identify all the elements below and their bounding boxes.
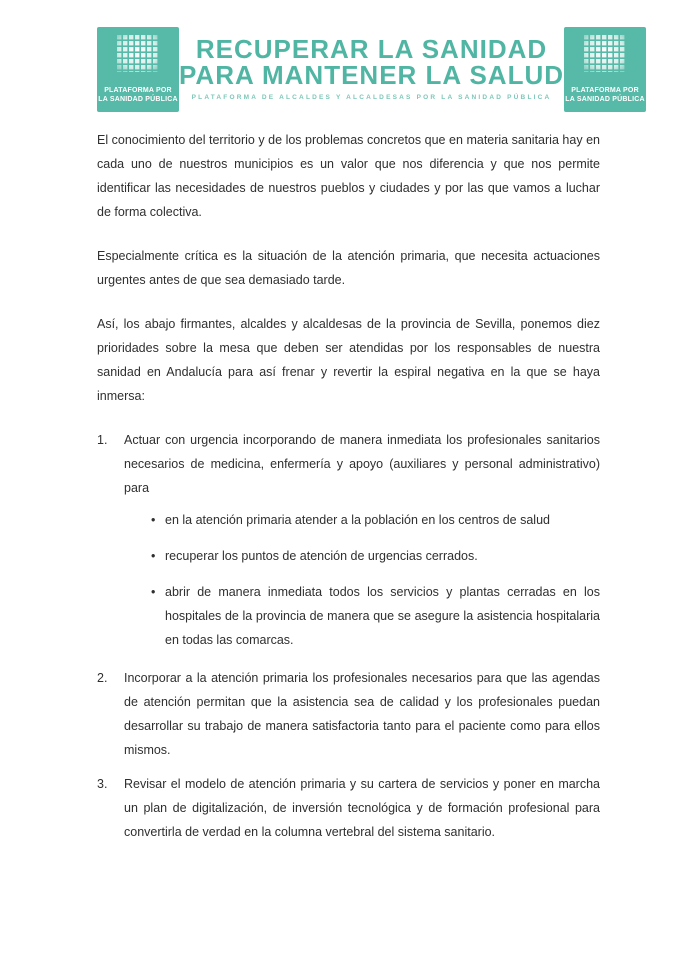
bullet-text: abrir de manera inmediata todos los servicios y plantas cerradas en los hospitales de la provincia de manera que se asegure la asistencia hospitalaria en todas las comarcas. [165,585,600,647]
document-body [0,112,694,844]
campaign-title-line2: PARA MANTENER LA SALUD [179,60,565,90]
list-item-body [124,428,600,656]
pixel-grid-icon [117,35,159,72]
logo-caption-line1: PLATAFORMA POR [104,87,172,94]
pixel-grid-icon [584,35,626,72]
paragraph-intro: El conocimiento del territorio y de los problemas concretos que en materia sanitaria hay en cada uno de nuestros municipios es un valor que nos diferencia y que nos permite identificar las necesidades de nuestros pueblos y ciudades y por las que vamos a luchar de forma colectiva. [97,133,600,219]
bullet-item [151,544,600,568]
list-item-text: Revisar el modelo de atención primaria y su cartera de servicios y poner en marcha un plan de digitalización, de inversión tecnológica y de formación profesional para convertirla de verdad en la columna vertebral del sistema sanitario. [124,777,600,839]
list-item-text: Incorporar a la atención primaria los profesionales necesarios para que las agendas de atención permitan que la asistencia sea de calidad y los profesionales puedan desarrollar su trabajo de manera satisfactoria tanto para el paciente como para ellos mismos. [124,671,600,757]
bullet-text: en la atención primaria atender a la población en los centros de salud [165,513,550,527]
list-item-1 [97,428,600,656]
list-item-text: Actuar con urgencia incorporando de manera inmediata los profesionales sanitarios necesarios de medicina, enfermería y apoyo (auxiliares y personal administrativo) para [124,433,600,495]
sub-bullet-list [151,508,600,652]
bullet-marker: • [151,585,156,599]
campaign-title-line1: RECUPERAR LA SANIDAD [195,34,548,64]
bullet-item [151,508,600,532]
paragraph-primary-care: Especialmente crítica es la situación de la atención primaria, que necesita actuaciones urgentes antes de que sea demasiado tarde. [97,249,600,287]
logo-caption [98,87,178,104]
campaign-subtitle: PLATAFORMA DE ALCALDES Y ALCALDESAS POR LA SANIDAD PÚBLICA [191,94,552,101]
paragraph-priorities: Así, los abajo firmantes, alcaldes y alcaldesas de la provincia de Sevilla, ponemos diez prioridades sobre la mesa que deben ser atendidas por los responsables de nuestra sanidad en Andalucía para así frenar y revertir la espiral negativa en la que se haya inmersa: [97,317,600,403]
list-item-2 [97,666,600,762]
campaign-title-block [179,27,564,112]
list-item-3 [97,772,600,844]
platform-logo-left [97,27,179,112]
document-header [0,27,694,112]
list-item-body [124,772,600,844]
list-item-body [124,666,600,762]
bullet-text: recuperar los puntos de atención de urgencias cerrados. [165,549,478,563]
list-number: 1. [97,433,108,447]
priorities-list [97,428,600,844]
bullet-item [151,580,600,652]
logo-caption-line1: PLATAFORMA POR [571,87,639,94]
bullet-marker: • [151,513,156,527]
list-number: 3. [97,777,108,791]
logo-caption-line2: LA SANIDAD PÚBLICA [565,95,645,103]
logo-caption-line2: LA SANIDAD PÚBLICA [98,95,178,103]
bullet-marker: • [151,549,156,563]
platform-logo-right [564,27,646,112]
logo-caption [565,87,645,104]
list-number: 2. [97,671,108,685]
